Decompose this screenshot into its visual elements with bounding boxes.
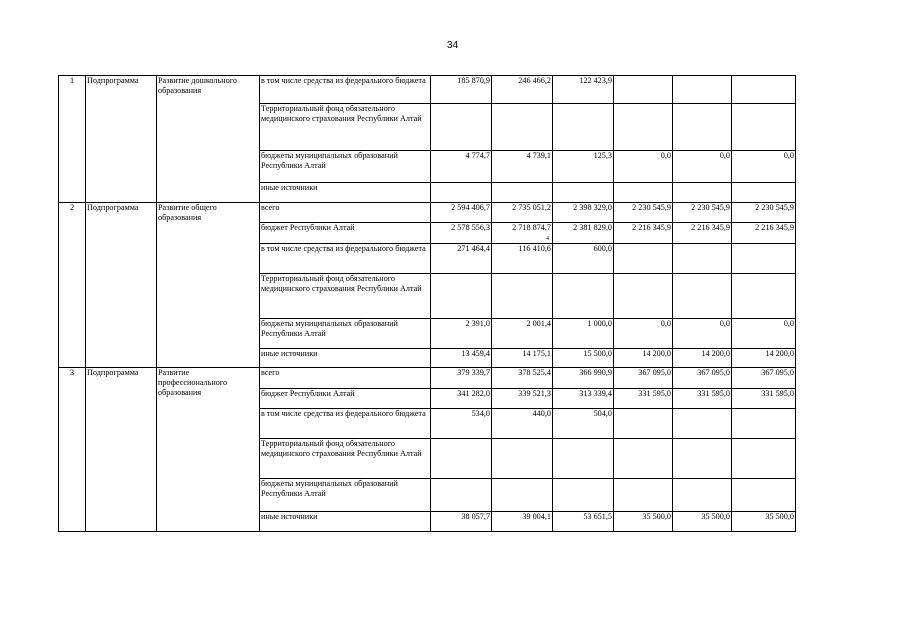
amount-value: 35 500,0 [642,512,671,521]
amount-value: 0,0 [783,151,794,160]
amount-cell [732,409,796,439]
amount-cell [673,349,732,368]
amount-value: 0,0 [719,319,730,328]
table-row [59,368,796,389]
amount-value: 331 595,0 [697,389,730,398]
amount-cell [732,349,796,368]
amount-value: 14 200,0 [642,349,671,358]
table-row [59,76,796,104]
amount-cell [553,104,614,151]
funding-source: бюджеты муниципальных образований Республики Алтай [260,151,431,183]
amount-value: 378 525,4 [518,368,551,377]
amount-cell [492,319,553,349]
amount-cell [614,203,673,223]
amount-cell [553,368,614,389]
amount-cell [431,349,492,368]
amount-value: 2 230 545,9 [691,203,730,212]
amount-value: 0,0 [660,151,671,160]
amount-value: 39 004,1 [522,512,551,521]
funding-source: всего [260,203,431,223]
amount-cell [492,183,553,203]
amount-cell [492,389,553,409]
amount-cell [673,512,732,532]
amount-value: 14 200,0 [765,349,794,358]
amount-cell [732,104,796,151]
amount-cell [732,244,796,274]
amount-cell [673,104,732,151]
amount-value: 2 735 051,2 [512,203,551,212]
amount-cell [673,439,732,479]
amount-value: 185 870,9 [457,76,490,85]
row-number: 3 [59,368,86,532]
amount-cell [614,368,673,389]
amount-value: 331 595,0 [761,389,794,398]
amount-value: 534,0 [471,409,490,418]
amount-cell [614,244,673,274]
amount-cell [553,409,614,439]
amount-cell [492,349,553,368]
funding-source: иные источники [260,183,431,203]
amount-value: 271 464,4 [457,244,490,253]
amount-cell [431,512,492,532]
amount-cell [673,244,732,274]
program-type: Подпрограмма [86,368,157,532]
funding-source: в том числе средства из федерального бюджета [260,76,431,104]
amount-value: 116 410,6 [518,244,551,253]
amount-value: 122 423,9 [579,76,612,85]
amount-cell [673,76,732,104]
amount-cell [614,512,673,532]
amount-cell [673,223,732,244]
amount-cell [732,183,796,203]
amount-value: 14 200,0 [701,349,730,358]
amount-value: 125,3 [593,151,612,160]
amount-value: 367 095,0 [761,368,794,377]
amount-value: 339 521,3 [518,389,551,398]
funding-table [58,75,796,532]
amount-cell [492,274,553,319]
amount-value: 2 216 345,9 [632,223,671,232]
amount-value: 1 000,0 [587,319,612,328]
amount-value: 4 739,1 [526,151,551,160]
amount-cell [553,512,614,532]
funding-source: Территориальный фонд обязательного медицинского страхования Республики Алтай [260,274,431,319]
amount-cell [431,223,492,244]
amount-value: 367 095,0 [638,368,671,377]
amount-cell [492,236,553,274]
amount-value: 14 175,1 [522,349,551,358]
amount-value: 331 595,0 [638,389,671,398]
amount-value: 0,0 [783,319,794,328]
funding-source: бюджет Республики Алтай [260,389,431,409]
amount-value: 0,0 [660,319,671,328]
amount-cell [673,319,732,349]
amount-cell [553,203,614,223]
amount-cell [431,274,492,319]
amount-cell [553,183,614,203]
program-type: Подпрограмма [86,76,157,203]
amount-value: 341 282,0 [457,389,490,398]
amount-cell [673,368,732,389]
amount-value: 0,0 [719,151,730,160]
amount-cell [614,183,673,203]
amount-value: 313 339,4 [579,389,612,398]
amount-cell [431,76,492,104]
amount-cell [431,104,492,151]
amount-cell [732,368,796,389]
amount-value: 13 459,4 [461,349,490,358]
amount-value: 2 216 345,9 [691,223,730,232]
amount-cell [732,76,796,104]
amount-cell [553,223,614,244]
amount-cell [431,389,492,409]
amount-value: 366 990,9 [579,368,612,377]
funding-source: бюджет Республики Алтай [260,223,431,244]
amount-cell [732,223,796,244]
amount-cell [673,151,732,183]
funding-source: иные источники [260,512,431,532]
amount-cell [431,439,492,479]
amount-value: 2 230 545,9 [632,203,671,212]
amount-cell [553,439,614,479]
amount-cell [553,479,614,512]
amount-cell [614,479,673,512]
amount-value: 2 594 406,7 [451,203,490,212]
amount-cell [431,203,492,223]
amount-cell [492,76,553,104]
amount-value: 2 718 874,7 [512,223,551,232]
funding-source: всего [260,368,431,389]
page-number: 34 [446,40,459,51]
amount-cell [673,274,732,319]
program-type: Подпрограмма [86,203,157,368]
amount-cell [673,183,732,203]
funding-source: в том числе средства из федерального бюджета [260,244,431,274]
amount-value: 440,0 [532,409,551,418]
amount-cell [431,183,492,203]
amount-cell [492,151,553,183]
funding-source: Территориальный фонд обязательного медицинского страхования Республики Алтай [260,439,431,479]
amount-cell [614,104,673,151]
amount-cell [553,274,614,319]
amount-cell [673,479,732,512]
table-body [59,76,796,532]
amount-cell [732,274,796,319]
amount-value: 38 057,7 [461,512,490,521]
amount-value: 367 095,0 [697,368,730,377]
amount-cell [492,104,553,151]
amount-cell [614,76,673,104]
amount-value: 4 774,7 [465,151,490,160]
program-name: Развитие профессионального образования [157,368,260,532]
amount-value: 35 500,0 [765,512,794,521]
amount-value: 2 578 556,3 [451,223,490,232]
amount-cell [614,274,673,319]
amount-cell [553,389,614,409]
row-number: 2 [59,203,86,368]
amount-value: 2 230 545,9 [755,203,794,212]
amount-cell [553,244,614,274]
amount-cell [431,319,492,349]
amount-cell [614,151,673,183]
funding-source: бюджеты муниципальных образований Республики Алтай [260,479,431,512]
amount-cell [492,479,553,512]
amount-value: 2 398 329,0 [573,203,612,212]
amount-cell [553,349,614,368]
amount-value: 35 500,0 [701,512,730,521]
amount-cell [431,244,492,274]
amount-cell [492,409,553,439]
amount-cell [614,319,673,349]
amount-cell [492,512,553,532]
amount-value: 600,0 [593,244,612,253]
amount-cell [553,151,614,183]
amount-cell [732,319,796,349]
amount-cell [614,409,673,439]
amount-value: 2 216 345,9 [755,223,794,232]
amount-value: 379 339,7 [457,368,490,377]
amount-value: 15 500,0 [583,349,612,358]
amount-cell [614,389,673,409]
amount-cell [492,223,553,244]
amount-cell [431,368,492,389]
amount-cell [431,409,492,439]
program-name: Развитие дошкольного образования [157,76,260,203]
amount-cell [732,203,796,223]
amount-cell [431,479,492,512]
funding-source: в том числе средства из федерального бюджета [260,409,431,439]
amount-cell [732,151,796,183]
amount-cell [614,439,673,479]
amount-cell [431,151,492,183]
amount-cell [492,368,553,389]
amount-cell [614,223,673,244]
table-row [59,203,796,223]
funding-source: Территориальный фонд обязательного медицинского страхования Республики Алтай [260,104,431,151]
amount-cell [732,479,796,512]
amount-cell [673,409,732,439]
amount-cell [492,439,553,479]
amount-value: 2 391,0 [465,319,490,328]
footnote-mark: 4 [546,236,549,242]
amount-cell [732,389,796,409]
amount-value: 504,0 [593,409,612,418]
amount-cell [732,512,796,532]
amount-cell [732,439,796,479]
amount-value: 53 651,5 [583,512,612,521]
amount-cell [614,349,673,368]
amount-cell [492,203,553,223]
amount-value: 2 381 829,0 [573,223,612,232]
amount-value: 246 466,2 [518,76,551,85]
amount-cell [553,319,614,349]
amount-cell [553,76,614,104]
funding-source: бюджеты муниципальных образований Республики Алтай [260,319,431,349]
amount-cell [673,203,732,223]
program-name: Развитие общего образования [157,203,260,368]
amount-value: 2 001,4 [526,319,551,328]
funding-source: иные источники [260,349,431,368]
row-number: 1 [59,76,86,203]
amount-cell [673,389,732,409]
